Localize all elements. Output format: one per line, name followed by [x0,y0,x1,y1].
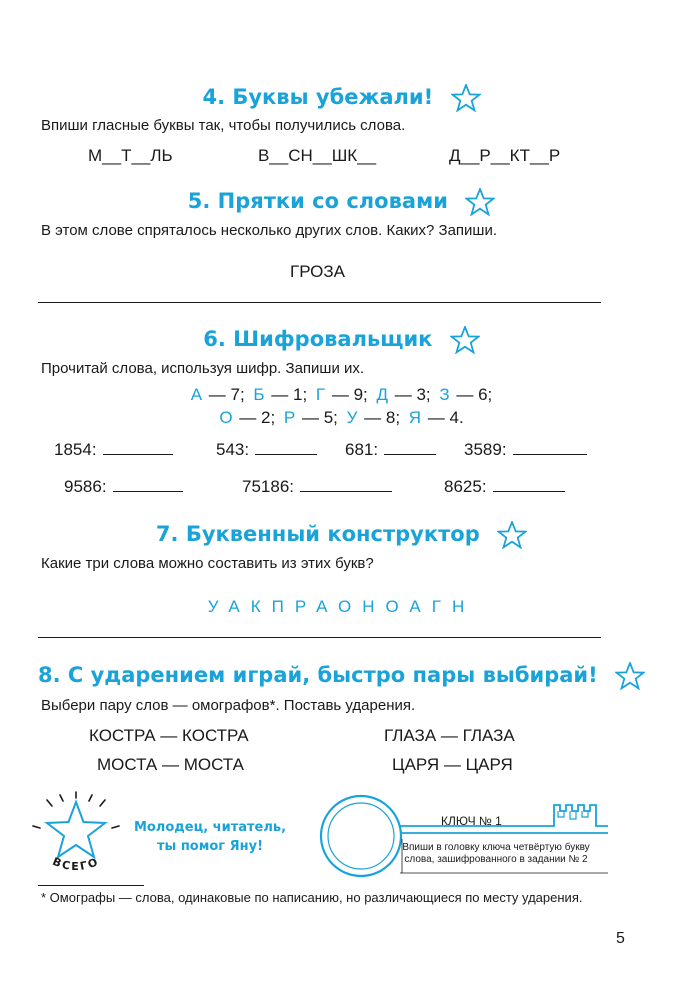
svg-text:ВСЕГО [51,855,102,873]
code-item: 1854: [54,440,173,460]
task7-heading [0,521,683,549]
homograph-pair[interactable]: КОСТРА — КОСТРА [89,726,249,745]
star-icon [497,521,527,549]
cipher-entry: Я — 4. [408,408,464,427]
code-item: 543: [216,440,317,460]
task5-instruction: В этом слове спряталось несколько других слов. Каких? Запиши. [41,222,498,239]
task4-instruction: Впиши гласные буквы так, чтобы получились слова. [41,117,406,134]
task4-word-1: М__Т__ЛЬ [88,146,173,165]
task7-answer-line[interactable] [38,637,601,638]
code-item: 8625: [444,477,565,497]
code-item: 9586: [64,477,183,497]
task6-title: 6. Шифровальщик [203,327,433,351]
homograph-pair[interactable]: ЦАРЯ — ЦАРЯ [392,755,513,774]
footnote: * Омографы — слова, одинаковые по написанию, но различающиеся по месту ударения. [41,890,583,905]
key-hint-line-2: слова, зашифрованного в задании № 2 [404,854,588,865]
star-icon [615,662,645,690]
total-label: ВСЕГО [50,854,102,874]
cipher-entry: Р — 5; [283,408,343,427]
task7-instruction: Какие три слова можно составить из этих букв? [41,555,374,572]
letter-set: УАКПРАОНОАГН [207,597,476,616]
star-icon [450,326,480,354]
cipher-entry: З — 6; [439,385,493,404]
answer-blank[interactable] [493,490,565,492]
answer-blank[interactable] [513,453,587,455]
task4-word-2: В__СН__ШК__ [258,146,377,165]
star-icon [465,188,495,216]
task4-heading [0,84,683,112]
star-icon [451,84,481,112]
cipher-entry: О — 2; [219,408,280,427]
answer-blank[interactable] [255,453,317,455]
key-hint [376,842,616,866]
task8-instruction: Выбери пару слов — омографов*. Поставь ударения. [41,697,416,714]
cipher-row-2 [0,408,683,428]
task5-heading [0,188,683,216]
task8-title: 8. С ударением играй, быстро пары выбирай! [37,663,598,687]
cipher-entry: Б — 1; [253,385,312,404]
key-icon [318,793,608,879]
praise-line-1: Молодец, читатель, [133,820,287,835]
cipher-row-1 [0,385,683,405]
task6-heading [0,326,683,354]
cipher-entry: А — 7; [190,385,250,404]
homograph-pair[interactable]: МОСТА — МОСТА [97,755,244,774]
homograph-pair[interactable]: ГЛАЗА — ГЛАЗА [384,726,515,745]
task5-title: 5. Прятки со словами [187,189,448,213]
cipher-entry: Г — 9; [315,385,373,404]
code-item: 75186: [242,477,392,497]
task7-title: 7. Буквенный конструктор [155,522,480,546]
footnote-divider [38,885,144,886]
page-number: 5 [616,930,625,947]
cipher-entry: У — 8; [346,408,405,427]
answer-blank[interactable] [113,490,183,492]
key-title: КЛЮЧ № 1 [441,814,502,828]
task4-word-3: Д__Р__КТ__Р [449,146,561,165]
task6-instruction: Прочитай слова, используя шифр. Запиши их. [41,360,365,377]
task8-heading [0,662,683,690]
answer-blank[interactable] [103,453,173,455]
praise-text [120,818,300,856]
task4-title: 4. Буквы убежали! [202,85,434,109]
answer-blank[interactable] [384,453,436,455]
code-item: 681: [345,440,436,460]
key-hint-line-1: Впиши в головку ключа четвёртую букву [402,842,590,853]
total-label-arc [30,790,122,882]
answer-blank[interactable] [300,490,392,492]
task5-word: ГРОЗА [290,262,346,281]
praise-line-2: ты помог Яну! [157,839,263,854]
cipher-entry: Д — 3; [376,385,436,404]
task5-answer-line[interactable] [38,302,601,303]
code-item: 3589: [464,440,587,460]
